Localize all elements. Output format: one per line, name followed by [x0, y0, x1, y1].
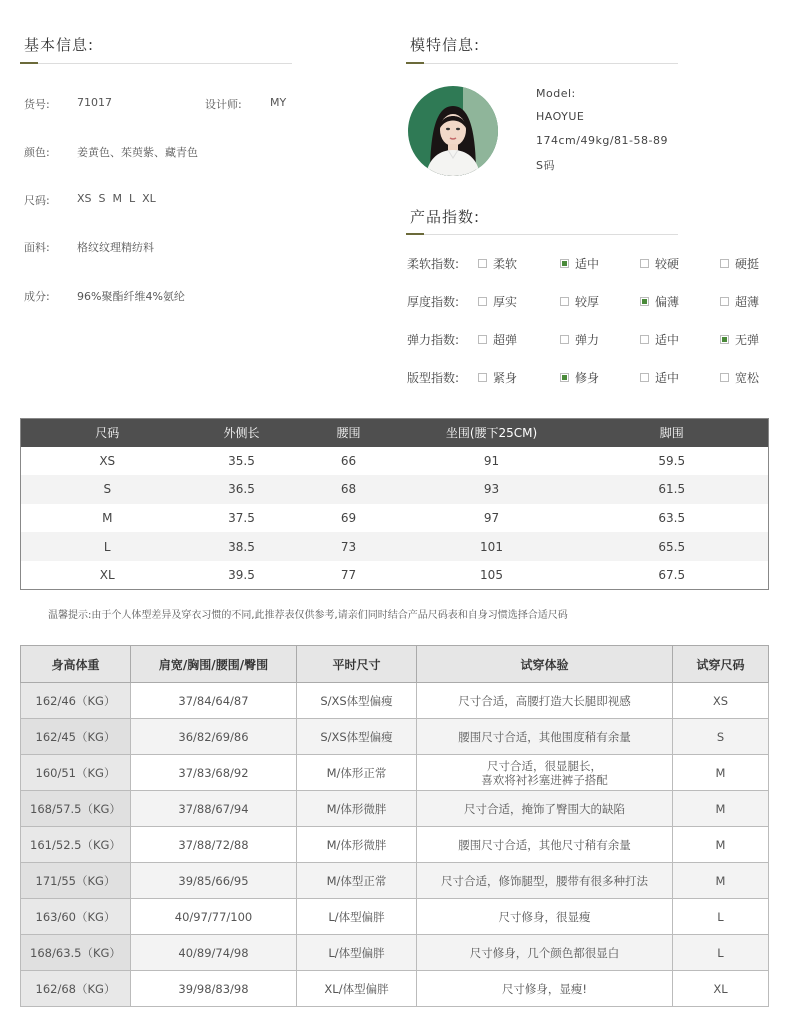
fit-table-cell: XL — [673, 971, 769, 1007]
size-table-row — [21, 561, 769, 590]
fit-table-row — [21, 899, 769, 935]
index-option-label: 超薄 — [735, 295, 760, 309]
size-tip: 温馨提示:由于个人体型差异及穿衣习惯的不同,此推荐表仅供参考,请亲们同时结合产品尺码表和自身习惯选择合适尺码 — [48, 610, 568, 621]
size-header-hem: 脚围 — [576, 419, 769, 447]
fit-table-cell: M — [673, 755, 769, 791]
fit-header-height-weight: 身高体重 — [21, 646, 131, 683]
size-table-cell: 69 — [340, 510, 357, 525]
size-header-size: 尺码 — [21, 419, 194, 447]
fit-table-cell: 37/88/72/88 — [131, 827, 297, 863]
checked-box-icon — [560, 373, 569, 382]
fit-table-row — [21, 935, 769, 971]
fit-table-cell: 163/60（KG） — [21, 899, 131, 935]
index-option — [640, 293, 679, 310]
size-table-cell: 91 — [483, 453, 500, 468]
fit-table-cell: 160/51（KG） — [21, 755, 131, 791]
unchecked-box-icon — [478, 259, 487, 268]
index-option — [640, 369, 679, 386]
model-measurements: 174cm/49kg/81-58-89 — [536, 134, 668, 147]
size-value: XS S M L XL — [77, 192, 156, 205]
fit-table-cell: 161/52.5（KG） — [21, 827, 131, 863]
size-table-cell: S — [21, 475, 194, 504]
fit-table-cell: 37/88/67/94 — [131, 791, 297, 827]
index-option-label: 厚实 — [493, 295, 518, 309]
size-table-cell: 59.5 — [658, 453, 686, 468]
size-table-cell: 63.5 — [658, 510, 686, 525]
unchecked-box-icon — [640, 373, 649, 382]
product-index-accent — [406, 233, 424, 235]
fit-table-cell: 37/83/68/92 — [131, 755, 297, 791]
index-option — [720, 255, 759, 272]
size-table-cell: 39.5 — [228, 567, 255, 582]
fit-table-cell: S/XS体型偏瘦 — [297, 719, 417, 755]
fit-table-cell: M/体形微胖 — [297, 791, 417, 827]
size-table-cell: 77 — [340, 567, 357, 582]
size-table-cell: L — [21, 532, 194, 561]
size-table-cell: XS — [99, 453, 116, 468]
index-option-label: 适中 — [655, 333, 680, 347]
fit-table-row — [21, 719, 769, 755]
index-option-label: 较厚 — [575, 295, 600, 309]
index-option — [560, 331, 599, 348]
designer-label: 设计师: — [205, 98, 242, 111]
fit-header-usual-size: 平时尺寸 — [297, 646, 417, 683]
index-option — [478, 255, 517, 272]
size-table-row — [21, 447, 769, 476]
index-option-label: 偏薄 — [655, 295, 680, 309]
basic-info-divider — [20, 63, 292, 64]
size-table-row — [21, 532, 769, 561]
index-label: 版型指数: — [407, 371, 460, 385]
unchecked-box-icon — [640, 335, 649, 344]
basic-info-title: 基本信息: — [24, 36, 95, 54]
index-option — [560, 369, 599, 386]
fit-table-header — [21, 646, 769, 683]
fit-table-cell: 尺寸修身，很显瘦 — [417, 899, 673, 935]
fit-table-cell: L/体型偏胖 — [297, 935, 417, 971]
fit-header-tried-size: 试穿尺码 — [673, 646, 769, 683]
model-portrait-image — [408, 86, 498, 176]
fit-table-cell: 尺寸合适，高腰打造大长腿即视感 — [417, 683, 673, 719]
fit-table-cell: L — [673, 935, 769, 971]
size-table-cell: 93 — [408, 475, 576, 504]
index-option — [720, 331, 759, 348]
fit-table-cell: M — [673, 791, 769, 827]
model-size: S码 — [536, 159, 555, 172]
fit-table-cell: 168/63.5（KG） — [21, 935, 131, 971]
model-avatar — [408, 86, 498, 176]
checked-box-icon — [640, 297, 649, 306]
size-table — [20, 418, 769, 590]
size-table-cell: 61.5 — [576, 475, 769, 504]
composition-label: 成分: — [24, 290, 50, 303]
index-label: 柔软指数: — [407, 257, 460, 271]
size-table-row — [21, 475, 769, 504]
index-option — [560, 293, 599, 310]
fit-table-cell: 168/57.5（KG） — [21, 791, 131, 827]
index-label: 弹力指数: — [407, 333, 460, 347]
fit-header-measurements: 肩宽/胸围/腰围/臀围 — [131, 646, 297, 683]
composition-value: 96%聚酯纤维4%氨纶 — [77, 290, 185, 303]
product-index-divider — [406, 234, 678, 235]
fit-table-cell: 37/84/64/87 — [131, 683, 297, 719]
model-info-accent — [406, 62, 424, 64]
fit-header-experience: 试穿体验 — [417, 646, 673, 683]
fabric-value: 格纹纹理精纺料 — [77, 241, 154, 254]
size-table-cell: 67.5 — [658, 567, 686, 582]
size-header-hip: 坐围(腰下25CM) — [408, 419, 576, 447]
fit-table-cell: 36/82/69/86 — [131, 719, 297, 755]
index-option-label: 宽松 — [735, 371, 760, 385]
size-table-cell: 66 — [340, 453, 357, 468]
size-header-outseam: 外侧长 — [194, 419, 290, 447]
color-label: 颜色: — [24, 146, 50, 159]
fit-table-cell: L — [673, 899, 769, 935]
checked-box-icon — [560, 259, 569, 268]
fit-table-row — [21, 755, 769, 791]
unchecked-box-icon — [478, 373, 487, 382]
size-table-cell: 37.5 — [228, 510, 255, 525]
size-table-cell: 68 — [290, 475, 408, 504]
unchecked-box-icon — [720, 373, 729, 382]
size-label: 尺码: — [24, 194, 50, 207]
fit-table-cell: 腰围尺寸合适，其他围度稍有余量 — [417, 719, 673, 755]
product-index-title: 产品指数: — [410, 208, 481, 226]
size-table-header — [21, 419, 769, 447]
index-label: 厚度指数: — [407, 295, 460, 309]
size-table-cell: M — [102, 510, 113, 525]
unchecked-box-icon — [720, 297, 729, 306]
model-info-divider — [406, 63, 678, 64]
fit-table-cell: XS — [673, 683, 769, 719]
color-value: 姜黄色、茱萸紫、藏青色 — [77, 146, 198, 159]
size-table-cell: XL — [99, 567, 115, 582]
fabric-label: 面料: — [24, 241, 50, 254]
fit-table-cell: 39/85/66/95 — [131, 863, 297, 899]
size-header-waist: 腰围 — [290, 419, 408, 447]
index-option-label: 紧身 — [493, 371, 518, 385]
fit-table-cell: S — [673, 719, 769, 755]
sku-label: 货号: — [24, 98, 50, 111]
model-name: HAOYUE — [536, 110, 585, 123]
size-table-cell: 65.5 — [576, 532, 769, 561]
size-table-cell: 105 — [480, 567, 503, 582]
fit-table-cell: M/体型正常 — [297, 863, 417, 899]
fit-table — [20, 645, 769, 1007]
fit-table-cell: L/体型偏胖 — [297, 899, 417, 935]
index-option-label: 硬挺 — [735, 257, 760, 271]
index-option-label: 修身 — [575, 371, 600, 385]
fit-table-cell: 尺寸修身，显瘦! — [417, 971, 673, 1007]
index-option-label: 较硬 — [655, 257, 680, 271]
basic-info-accent — [20, 62, 38, 64]
fit-table-cell: 171/55（KG） — [21, 863, 131, 899]
index-option — [640, 255, 679, 272]
index-option-label: 无弹 — [735, 333, 760, 347]
index-option-label: 适中 — [575, 257, 600, 271]
fit-table-cell: M/体形微胖 — [297, 827, 417, 863]
fit-table-cell: 162/45（KG） — [21, 719, 131, 755]
fit-table-row — [21, 683, 769, 719]
fit-table-cell: M — [673, 863, 769, 899]
index-option — [720, 293, 759, 310]
fit-table-body — [21, 683, 769, 1007]
checked-box-icon — [720, 335, 729, 344]
size-table-cell: 38.5 — [194, 532, 290, 561]
index-option — [720, 369, 759, 386]
fit-table-cell: 40/97/77/100 — [131, 899, 297, 935]
designer-value: MY — [270, 96, 287, 109]
index-option — [560, 255, 599, 272]
fit-table-row — [21, 863, 769, 899]
unchecked-box-icon — [478, 297, 487, 306]
fit-table-cell: XL/体型偏胖 — [297, 971, 417, 1007]
size-table-row — [21, 504, 769, 533]
index-option — [478, 331, 517, 348]
fit-table-cell: S/XS体型偏瘦 — [297, 683, 417, 719]
index-option — [478, 369, 517, 386]
unchecked-box-icon — [560, 297, 569, 306]
unchecked-box-icon — [560, 335, 569, 344]
fit-table-row — [21, 827, 769, 863]
fit-table-cell: 尺寸合适，掩饰了臀围大的缺陷 — [417, 791, 673, 827]
size-table-cell: 73 — [290, 532, 408, 561]
unchecked-box-icon — [640, 259, 649, 268]
fit-table-row — [21, 971, 769, 1007]
fit-table-cell: 162/46（KG） — [21, 683, 131, 719]
index-option-label: 柔软 — [493, 257, 518, 271]
index-option — [478, 293, 517, 310]
size-table-body — [21, 447, 769, 590]
index-option-label: 弹力 — [575, 333, 600, 347]
fit-table-cell: 40/89/74/98 — [131, 935, 297, 971]
fit-table-row — [21, 791, 769, 827]
size-table-cell: 36.5 — [194, 475, 290, 504]
fit-table-cell: M/体形正常 — [297, 755, 417, 791]
unchecked-box-icon — [720, 259, 729, 268]
size-table-cell: 101 — [408, 532, 576, 561]
fit-table-cell: 162/68（KG） — [21, 971, 131, 1007]
fit-table-cell: 尺寸合适，很显腿长， 喜欢将衬衫塞进裤子搭配 — [417, 755, 673, 791]
sku-value: 71017 — [77, 96, 112, 109]
fit-table-cell: M — [673, 827, 769, 863]
size-table-cell: 35.5 — [228, 453, 255, 468]
fit-table-cell: 腰围尺寸合适，其他尺寸稍有余量 — [417, 827, 673, 863]
fit-table-cell: 尺寸修身，几个颜色都很显白 — [417, 935, 673, 971]
model-info-title: 模特信息: — [410, 36, 481, 54]
index-option — [640, 331, 679, 348]
unchecked-box-icon — [478, 335, 487, 344]
fit-table-cell: 尺寸合适，修饰腿型，腰带有很多种打法 — [417, 863, 673, 899]
index-option-label: 超弹 — [493, 333, 518, 347]
size-table-cell: 97 — [483, 510, 500, 525]
model-label: Model: — [536, 87, 576, 100]
index-option-label: 适中 — [655, 371, 680, 385]
fit-table-cell: 39/98/83/98 — [131, 971, 297, 1007]
